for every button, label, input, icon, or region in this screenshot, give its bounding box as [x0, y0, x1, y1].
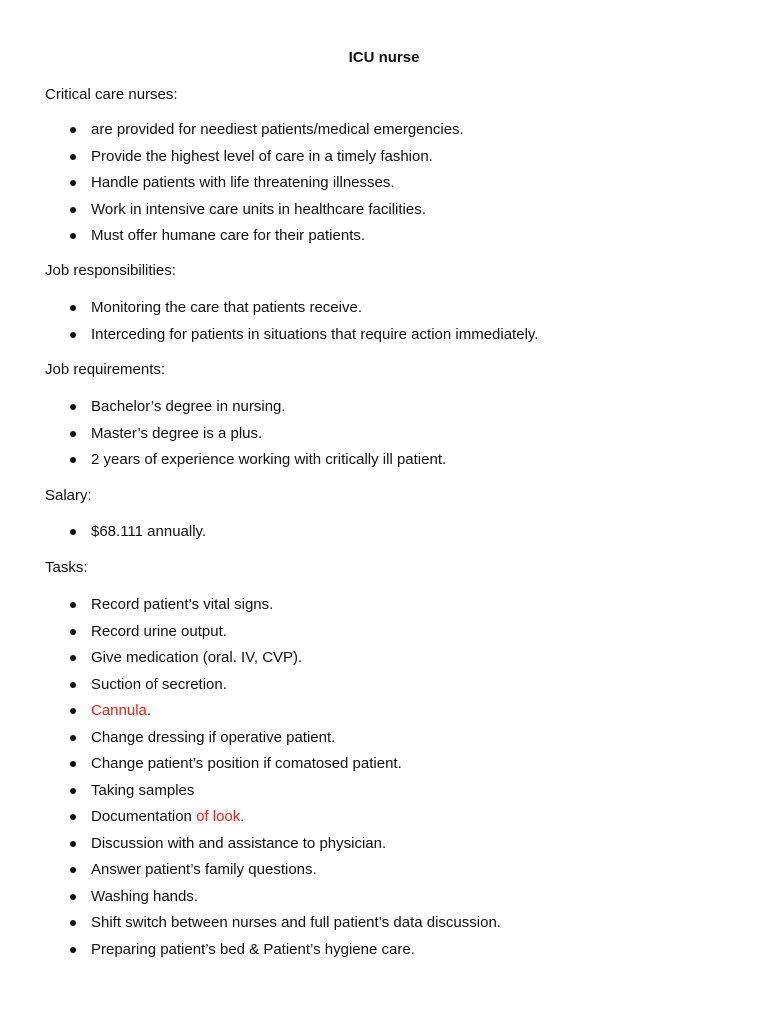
highlighted-text: Cannula	[91, 702, 147, 719]
list-item: Provide the highest level of care in a timely fashion.	[67, 147, 464, 174]
list-item: Monitoring the care that patients receive.	[67, 298, 538, 325]
list-item: $68.111 annually.	[67, 522, 206, 549]
section-heading-salary: Salary:	[45, 487, 92, 504]
list-item: Taking samples	[67, 781, 501, 808]
list-item-text: .	[240, 808, 245, 825]
list-item: Work in intensive care units in healthcare facilities.	[67, 200, 464, 227]
list-item: Give medication (oral. IV, CVP).	[67, 648, 501, 675]
highlighted-text: of look	[196, 808, 241, 825]
list-item: Record patient’s vital signs.	[67, 595, 501, 622]
section-heading-tasks: Tasks:	[45, 559, 88, 576]
salary-list	[67, 522, 206, 549]
list-item	[67, 807, 501, 834]
list-item: Suction of secretion.	[67, 675, 501, 702]
job-responsibilities-list	[67, 298, 538, 351]
list-item: Discussion with and assistance to physician.	[67, 834, 501, 861]
critical-care-list	[67, 120, 464, 253]
list-item: Must offer humane care for their patients.	[67, 226, 464, 253]
section-heading-job-requirements: Job requirements:	[45, 361, 166, 378]
section-heading-critical-care: Critical care nurses:	[45, 86, 178, 103]
document-title: ICU nurse	[348, 49, 420, 66]
list-item	[67, 701, 501, 728]
list-item: 2 years of experience working with critically ill patient.	[67, 450, 446, 477]
section-heading-job-responsibilities: Job responsibilities:	[45, 262, 176, 279]
list-item: Record urine output.	[67, 622, 501, 649]
list-item: Bachelor’s degree in nursing.	[67, 397, 446, 424]
tasks-list	[67, 595, 501, 966]
list-item: Change patient’s position if comatosed patient.	[67, 754, 501, 781]
list-item: Preparing patient’s bed & Patient’s hygiene care.	[67, 940, 501, 967]
list-item: Answer patient’s family questions.	[67, 860, 501, 887]
list-item: Interceding for patients in situations that require action immediately.	[67, 325, 538, 352]
list-item-text: Documentation	[91, 808, 197, 825]
list-item: Handle patients with life threatening illnesses.	[67, 173, 464, 200]
list-item: Change dressing if operative patient.	[67, 728, 501, 755]
list-item: Master’s degree is a plus.	[67, 424, 446, 451]
list-item: Shift switch between nurses and full patient’s data discussion.	[67, 913, 501, 940]
list-item: Washing hands.	[67, 887, 501, 914]
job-requirements-list	[67, 397, 446, 477]
list-item-text: .	[146, 702, 152, 719]
list-item: are provided for neediest patients/medical emergencies.	[67, 120, 464, 147]
